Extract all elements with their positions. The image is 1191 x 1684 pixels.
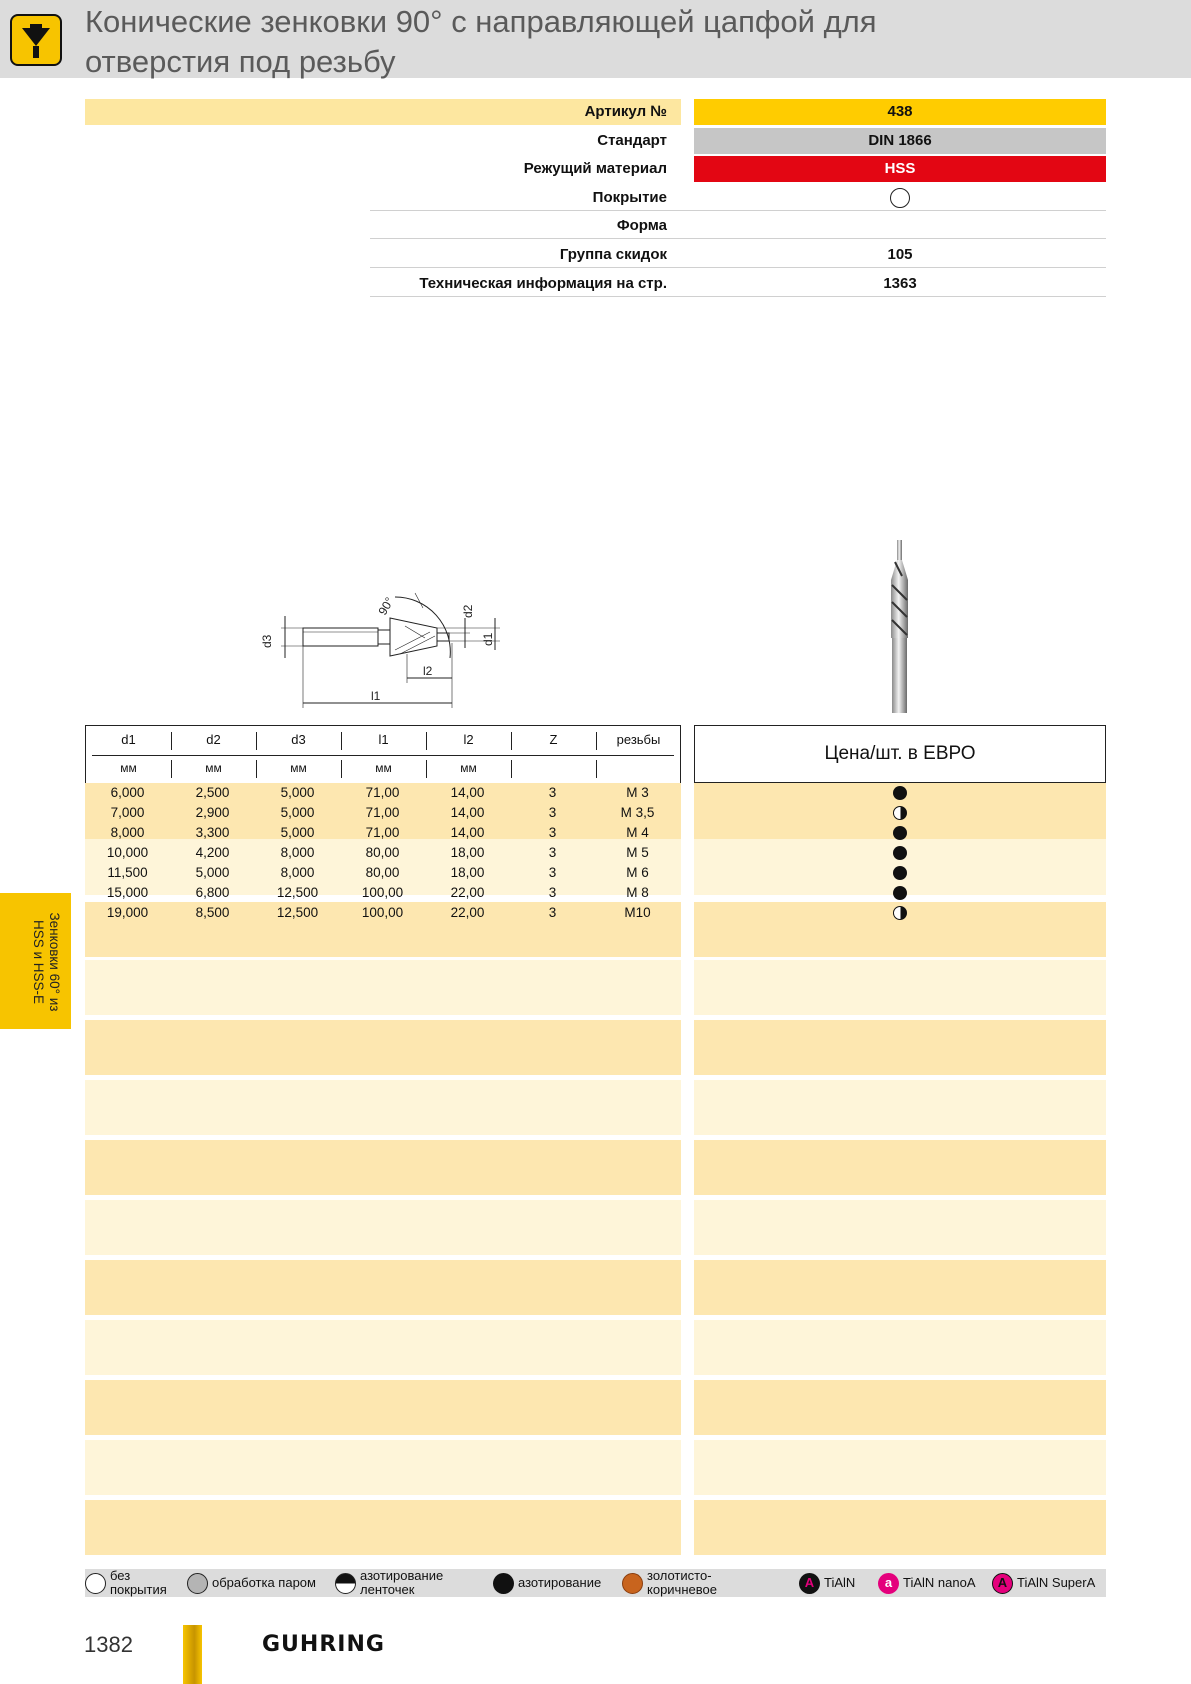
spec-row-discount <box>85 242 1106 268</box>
legend-item-tialn: A TiAlN <box>799 1569 855 1597</box>
cell-thread: M 8 <box>626 885 649 900</box>
legend-item-land-nitriding: азотирование ленточек <box>335 1569 443 1597</box>
legend-item-gold-brown: золотисто- коричневое <box>622 1569 717 1597</box>
divider <box>370 296 1106 297</box>
spec-label: Стандарт <box>597 132 667 149</box>
countersink-category-icon <box>10 14 62 66</box>
cell-thread: M 3,5 <box>620 805 655 820</box>
no-coating-circle-icon <box>890 188 910 208</box>
legend-item-tialn-nanoa: a TiAlN nanoA <box>878 1569 976 1597</box>
table-row <box>85 843 681 863</box>
table-row <box>85 883 681 903</box>
cell-l1: 80,00 <box>365 865 400 880</box>
cell-d2: 2,500 <box>195 785 230 800</box>
cell-l1: 100,00 <box>361 885 404 900</box>
cell-d3: 8,000 <box>280 865 315 880</box>
table-header <box>85 725 681 784</box>
steam-treatment-icon <box>187 1573 208 1594</box>
legend-item-no-coating: без покрытия <box>85 1569 167 1597</box>
spec-value-article: 438 <box>694 99 1106 125</box>
spec-value-techinfo: 1363 <box>883 275 917 292</box>
row-band <box>694 1140 1106 1195</box>
row-band <box>694 1200 1106 1255</box>
cell-thread: M 4 <box>626 825 649 840</box>
cell-d2: 8,500 <box>195 905 230 920</box>
spec-label: Покрытие <box>592 189 667 206</box>
land-nitriding-icon <box>335 1573 356 1594</box>
cell-d3: 12,500 <box>276 905 319 920</box>
spec-value-form <box>694 213 1106 239</box>
row-band <box>694 1500 1106 1555</box>
row-band <box>694 1080 1106 1135</box>
cell-z: 3 <box>548 885 557 900</box>
legend-item-tialn-supera: A TiAlN SuperA <box>992 1569 1095 1597</box>
table-row <box>85 863 681 883</box>
column-header-z: Z <box>549 732 558 747</box>
spec-row-material <box>85 156 1106 182</box>
legend-item-steam: обработка паром <box>187 1569 316 1597</box>
drawing-label-l2: l2 <box>423 664 433 678</box>
technical-drawing <box>255 588 515 713</box>
cell-l2: 18,00 <box>450 845 485 860</box>
cell-thread: M 6 <box>626 865 649 880</box>
spec-value-coating <box>694 185 1106 211</box>
no-coating-icon <box>85 1573 106 1594</box>
row-band <box>694 1380 1106 1435</box>
cell-l2: 14,00 <box>450 805 485 820</box>
spec-label: Группа скидок <box>559 246 667 263</box>
price-column-header: Цена/шт. в ЕВРО <box>694 725 1106 783</box>
cell-z: 3 <box>548 785 557 800</box>
cell-d3: 5,000 <box>280 805 315 820</box>
row-band <box>694 1260 1106 1315</box>
cell-d2: 2,900 <box>195 805 230 820</box>
in-stock-icon <box>893 846 907 860</box>
row-band <box>85 1380 681 1435</box>
drawing-label-d3: d3 <box>260 634 274 648</box>
cell-l1: 100,00 <box>361 905 404 920</box>
cell-d2: 4,200 <box>195 845 230 860</box>
in-stock-icon <box>893 786 907 800</box>
cell-thread: M10 <box>624 905 651 920</box>
cell-z: 3 <box>548 825 557 840</box>
product-photo <box>880 540 920 715</box>
drawing-label-d2: d2 <box>461 604 475 618</box>
cell-d2: 5,000 <box>195 865 230 880</box>
unit-l2: мм <box>460 761 477 775</box>
cell-d1: 6,000 <box>110 785 145 800</box>
row-band <box>85 1260 681 1315</box>
spec-row-article <box>85 99 1106 125</box>
cell-d1: 11,500 <box>107 865 148 880</box>
unit-d1: мм <box>120 761 137 775</box>
row-band <box>694 1320 1106 1375</box>
cell-l1: 71,00 <box>365 785 400 800</box>
partial-stock-icon <box>893 906 907 920</box>
cell-z: 3 <box>548 865 557 880</box>
cell-d2: 6,800 <box>195 885 230 900</box>
cell-thread: M 5 <box>626 845 649 860</box>
spec-row-coating <box>85 185 1106 211</box>
column-header-l2: l2 <box>463 732 474 747</box>
unit-l1: мм <box>375 761 392 775</box>
tialn-supera-icon: A <box>992 1573 1013 1594</box>
row-band <box>85 1500 681 1555</box>
cell-d2: 3,300 <box>195 825 230 840</box>
row-band <box>85 960 681 1015</box>
spec-value-discount: 105 <box>887 246 913 263</box>
cell-l1: 71,00 <box>365 825 400 840</box>
spec-label: Техническая информация на стр. <box>419 275 667 292</box>
table-row <box>85 903 681 923</box>
cell-d3: 8,000 <box>280 845 315 860</box>
drawing-label-l1: l1 <box>371 689 381 703</box>
drawing-label-d1: d1 <box>481 632 495 646</box>
coating-legend <box>85 1569 1106 1597</box>
column-header-l1: l1 <box>378 732 389 747</box>
table-row <box>85 783 681 803</box>
row-band <box>694 960 1106 1015</box>
cell-l1: 71,00 <box>365 805 400 820</box>
gold-brown-icon <box>622 1573 643 1594</box>
cell-thread: M 3 <box>626 785 649 800</box>
cell-d3: 5,000 <box>280 825 315 840</box>
spec-label: Режущий материал <box>523 160 667 177</box>
legend-item-nitriding: азотирование <box>493 1569 601 1597</box>
page-number: 1382 <box>84 1632 133 1657</box>
unit-d2: мм <box>205 761 222 775</box>
spec-value-standard: DIN 1866 <box>694 128 1106 154</box>
column-header-d3: d3 <box>291 732 306 747</box>
partial-stock-icon <box>893 806 907 820</box>
column-header-thread: резьбы <box>616 732 661 747</box>
column-header-d2: d2 <box>206 732 221 747</box>
cell-z: 3 <box>548 905 557 920</box>
brand-logo: GUHRING <box>262 1632 385 1657</box>
in-stock-icon <box>893 826 907 840</box>
cell-d1: 7,000 <box>110 805 145 820</box>
nitriding-icon <box>493 1573 514 1594</box>
footer-accent-bar <box>183 1625 202 1684</box>
spec-row-standard <box>85 128 1106 154</box>
table-row <box>85 803 681 823</box>
spec-label: Артикул № <box>584 103 667 120</box>
spec-value-material: HSS <box>694 156 1106 182</box>
cell-l1: 80,00 <box>365 845 400 860</box>
spec-row-form <box>85 213 1106 239</box>
in-stock-icon <box>893 886 907 900</box>
divider <box>370 238 1106 239</box>
row-band <box>85 1200 681 1255</box>
row-band <box>694 1440 1106 1495</box>
unit-d3: мм <box>290 761 307 775</box>
row-band <box>85 1440 681 1495</box>
spec-row-techinfo <box>85 271 1106 297</box>
cell-d3: 12,500 <box>276 885 319 900</box>
divider <box>370 267 1106 268</box>
in-stock-icon <box>893 866 907 880</box>
row-band <box>85 1020 681 1075</box>
table-row <box>85 823 681 843</box>
spec-label: Форма <box>616 217 667 234</box>
divider <box>370 210 1106 211</box>
cell-z: 3 <box>548 845 557 860</box>
cell-d1: 10,000 <box>106 845 149 860</box>
section-side-tab[interactable] <box>0 893 71 1029</box>
cell-l2: 18,00 <box>450 865 485 880</box>
cell-l2: 22,00 <box>450 885 485 900</box>
tialn-nanoa-icon: a <box>878 1573 899 1594</box>
row-band <box>85 1080 681 1135</box>
side-tab-label: Зенковки 60° из HSS и HSS-E <box>31 912 62 1012</box>
cell-l2: 22,00 <box>450 905 485 920</box>
cell-d1: 8,000 <box>110 825 145 840</box>
tialn-icon: A <box>799 1573 820 1594</box>
cell-l2: 14,00 <box>450 825 485 840</box>
row-band <box>694 1020 1106 1075</box>
cell-z: 3 <box>548 805 557 820</box>
column-header-d1: d1 <box>121 732 136 747</box>
page-title: Конические зенковки 90° с направляющей цапфой для отверстия под резьбу <box>85 4 877 79</box>
cell-l2: 14,00 <box>450 785 485 800</box>
cell-d1: 19,000 <box>106 905 149 920</box>
drawing-label-angle: 90° <box>375 594 397 618</box>
row-band <box>85 1140 681 1195</box>
row-band <box>85 1320 681 1375</box>
cell-d1: 15,000 <box>106 885 149 900</box>
cell-d3: 5,000 <box>280 785 315 800</box>
